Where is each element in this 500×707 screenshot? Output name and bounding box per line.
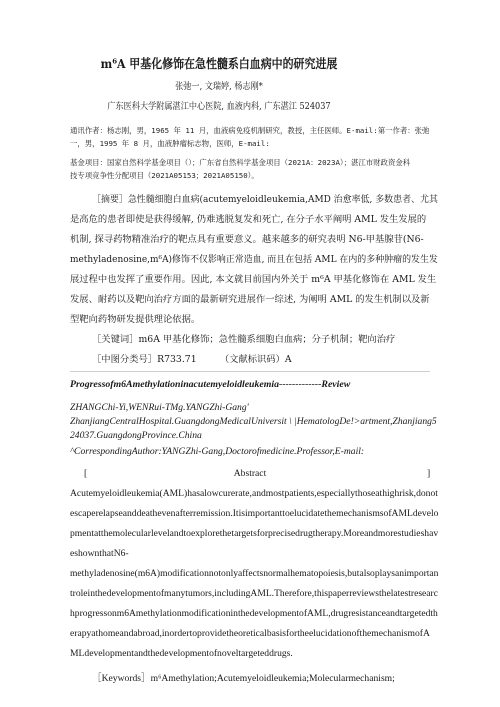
abstract-bracket-left: [ (84, 468, 88, 479)
funding-line: 技专项竞争性分配项目（2021A05153；2021A05150）。 (70, 171, 259, 180)
author-list: 张弛一, 文瑞婷, 杨志刚* (175, 81, 263, 92)
abstract-cn-line: 机制, 探寻药物精准治疗的靶点具有重要意义。越来越多的研究表明 N6-甲基腺苷(N6- (70, 234, 424, 245)
keywords-cn: ［关键词］m6A 甲基化修饰；急性髓系细胞白血病；分子机制；靶向治疗 (92, 334, 396, 345)
abstract-cn-line: 是高危的患者即使是获得缓解, 仍难逃脱复发和死亡, 在分子水平阐明 AML 发生发展的 (70, 214, 427, 225)
correspondence-line: 通讯作者：杨志刚，男，1965 年 11 月，血液病免疫机制研究，教授，主任医师。E-mail:第一作者：张弛 (70, 126, 430, 135)
abstract-en-line: Acutemyeloidleukemia(AML)hasalowcurerate,andmostpatients,especiallythoseathighrisk,donot (70, 488, 438, 499)
abstract-en-line: erapyathomeandabroad,inordertoprovidetheoreticalbasisfortheelucidationofthemechanismofA (70, 628, 430, 639)
abstract-cn-line: ［摘要］急性髓细胞白血病(acutemyeloidleukemia,AMD 治愈率低, 多数患者、尤其 (92, 194, 438, 205)
keywords-en: ［Keywords］m⁶Amethylation;Acutemyeloidleukemia;Molecularmechanism; (92, 673, 395, 684)
abstract-en-line: troleinthedevelopmentofmanytumors,includingAML.Therefore,thispaperreviewsthelatestresearc (70, 588, 438, 599)
section-divider (70, 371, 430, 372)
abstract-en-line: hprogressonm6AmethylationmodificationinthedevelopmentofAML,drugresistanceandtargetedth (70, 608, 438, 619)
english-affiliation: ZhanjiangCentralHospital.GuangdongMedicalUniversit \ |HematologDe!>artment,Zhanjiang5 (70, 416, 437, 427)
abstract-cn-line: methyladenosine,m⁶A)修饰不仅影响正常造血, 而且在包括 AML 在内的多种肿瘤的发生发 (70, 254, 438, 265)
abstract-en-line: eshownthatN6- (70, 548, 129, 559)
english-title: Progressofm6Amethylationinacutemyeloidleukemia-------------Review (70, 379, 351, 390)
abstract-cn-line: 发展、耐药以及靶向治疗方面的最新研究进展作一综述, 为阐明 AML 的发生机制以及新 (70, 294, 430, 305)
abstract-en-line: MLdevelopmentandthedevelopmentofnoveltargeteddrugs. (70, 648, 293, 659)
abstract-en-line: pmentatthemolecularlevelandtoexplorethetargetsforprecisedrugtherapy.Moreandmorestudieshav (70, 528, 439, 539)
funding-line: 基金项目：国家自然科学基金项目（）；广东省自然科学基金项目（2021A：2023A）；湛江市财政资金科 (70, 158, 411, 167)
abstract-en-line: methyladenosine(m6A)modificationnotonlyaffectsnormalhematopoiesis,butalsoplaysanimportan (70, 568, 439, 579)
paper-title: m⁶A 甲基化修饰在急性髓系白血病中的研究进展 (100, 56, 338, 71)
abstract-en-line: escaperelapseanddeathevenafterremission.ItisimportanttoelucidatethemechanismsofAMLdevelo (70, 508, 439, 519)
affiliation: 广东医科大学附属湛江中心医院, 血液内科, 广东湛江 524037 (107, 101, 331, 112)
correspondence-line: 一，男，1995 年 8 月，血液肿瘤标志物，医师，E-mail: (70, 139, 270, 148)
classification-cn: ［中图分类号］R733.71 （文献标识码）A (92, 354, 292, 365)
english-authors: ZHANGChi-Yi,WENRui-TMg.YANGZhi-Gang' (70, 402, 249, 413)
abstract-cn-line: 展过程中也发挥了重要作用。因此, 本文就目前国内外关于 m⁶A 甲基化修饰在 AML 发生 (70, 274, 437, 285)
abstract-cn-line: 型靶向药物研发提供理论依据。 (70, 314, 201, 325)
abstract-bracket-right: ] (427, 468, 431, 479)
abstract-heading: Abstract (233, 468, 267, 479)
english-correspondence: ^CorrespondingAuthor:YANGZhi-Gang,Doctorofmedicine.Professor,E-mail: (70, 446, 365, 457)
english-affiliation: 24037.GuangdongProvince.China (70, 430, 202, 441)
